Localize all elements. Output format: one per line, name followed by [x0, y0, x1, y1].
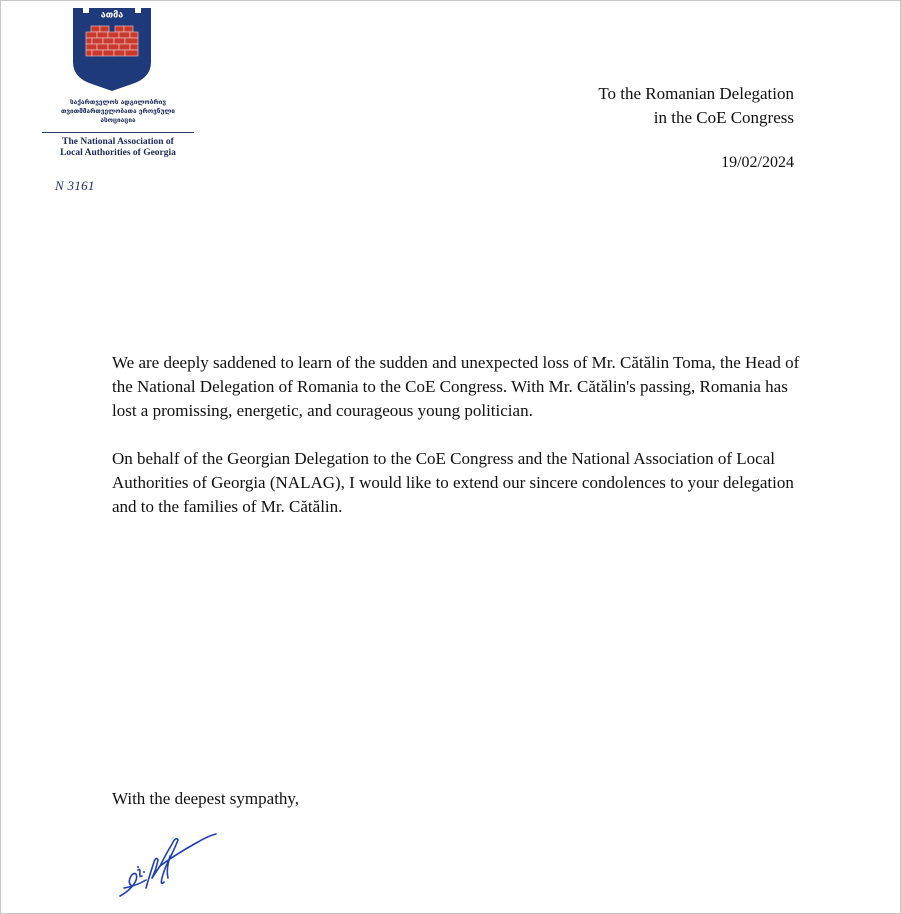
org-name-english: The National Association of Local Authorities of Georgia [60, 137, 176, 158]
addressee-line-2: in the CoE Congress [653, 108, 794, 127]
letter-body [112, 351, 802, 543]
body-paragraph-2: On behalf of the Georgian Delegation to the CoE Congress and the National Association of Local Authorities of Georgia (NALAG), I would like to extend our sincere condolences to your delegation and to the families of Mr. Cătălin. [112, 449, 794, 516]
letter-date: 19/02/2024 [721, 154, 794, 171]
handwritten-signature-icon [116, 826, 220, 904]
addressee-line-1: To the Romanian Delegation [598, 84, 794, 103]
reference-number: N 3161 [55, 178, 95, 193]
addressee-block [598, 82, 794, 130]
org-name-georgian: საქართველოს ადგილობრივ თვითმმართველობათა ეროვნული ასოციაცია [61, 98, 175, 124]
letterhead-divider [42, 132, 194, 133]
logo-lettering [42, 6, 194, 92]
body-paragraph-1: We are deeply saddened to learn of the sudden and unexpected loss of Mr. Cătălin Toma, the Head of the National Delegation of Romania to the CoE Congress. With Mr. Cătălin's passing, Romania has lost a promissing, energetic, and courageous young politician. [112, 353, 800, 420]
svg-text:ათმა: ათმა [100, 10, 124, 21]
closing-line: With the deepest sympathy, [112, 789, 300, 808]
